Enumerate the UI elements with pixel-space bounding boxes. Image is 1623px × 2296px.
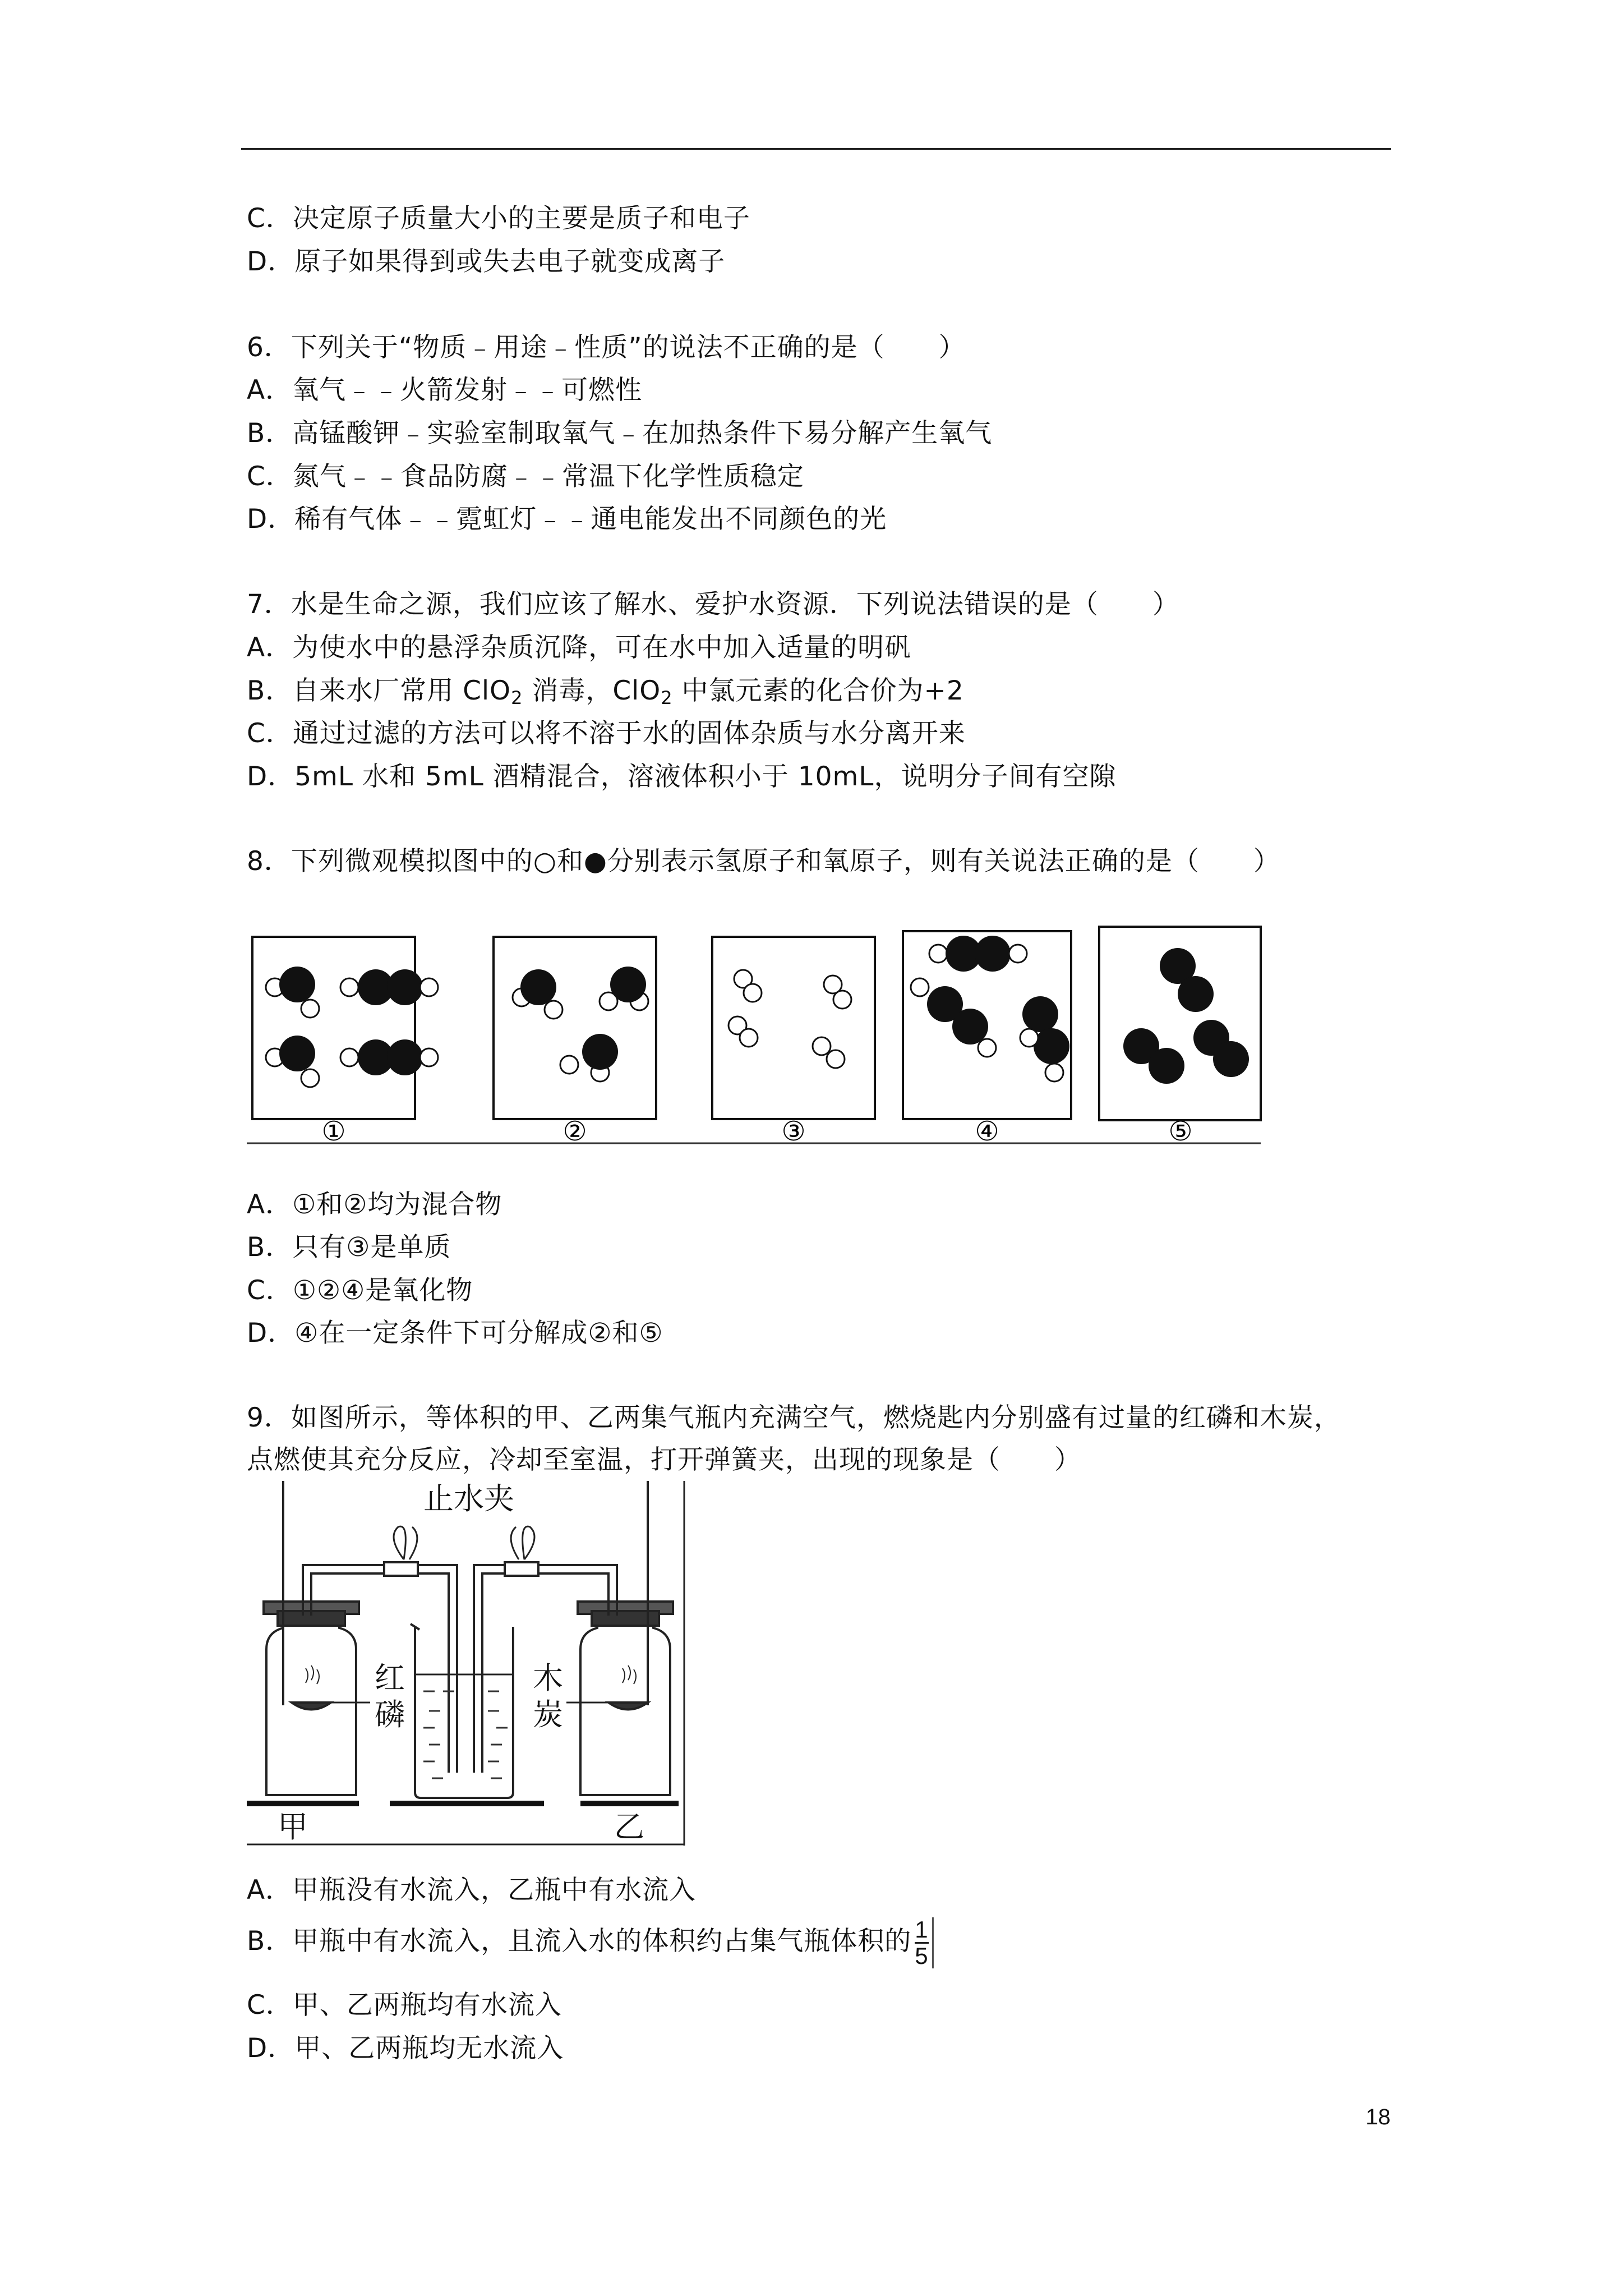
label-4: ④	[975, 1116, 999, 1147]
page-number: 18	[1366, 2105, 1391, 2129]
label-5: ⑤	[1168, 1116, 1193, 1147]
label-2: ②	[562, 1116, 587, 1147]
q6-option-a: A．氧气﹣﹣火箭发射﹣﹣可燃性	[247, 375, 643, 406]
q9-stem-line2: 点燃使其充分反应，冷却至室温，打开弹簧夹，出现的现象是（ ）	[247, 1444, 1081, 1475]
q5-option-d: D．原子如果得到或失去电子就变成离子	[247, 246, 726, 277]
q5-option-c: C．决定原子质量大小的主要是质子和电子	[247, 203, 750, 234]
red-phosphorus-label-2: 磷	[375, 1697, 405, 1732]
fraction-one-fifth: $\frac{1}{5}$	[915, 1917, 933, 1968]
q9-option-c: C．甲、乙两瓶均有水流入	[247, 1990, 562, 2021]
charcoal-label-2: 炭	[533, 1697, 563, 1732]
box-2	[494, 937, 656, 1119]
bottle-yi-label: 乙	[614, 1809, 644, 1844]
box-1	[252, 937, 415, 1119]
q6-option-d: D．稀有气体﹣﹣霓虹灯﹣﹣通电能发出不同颜色的光	[247, 504, 887, 535]
q6-option-c: C．氮气﹣﹣食品防腐﹣﹣常温下化学性质稳定	[247, 461, 804, 492]
apparatus-diagram	[241, 1481, 690, 1846]
q6-stem: 6．下列关于“物质﹣用途﹣性质”的说法不正确的是（ ）	[247, 332, 966, 363]
clamp-label: 止水夹	[423, 1481, 514, 1516]
q7-option-b: B．自来水厂常用 ClO$_2$ 消毒，ClO$_2$ 中氯元素的化合价为+2	[247, 675, 964, 708]
q7-stem: 7．水是生命之源，我们应该了解水、爱护水资源．下列说法错误的是（ ）	[247, 589, 1179, 620]
charcoal-label-1: 木	[533, 1660, 563, 1696]
q8-option-c: C．①②④是氧化物	[247, 1275, 473, 1306]
q8-option-d: D．④在一定条件下可分解成②和⑤	[247, 1318, 663, 1349]
header-rule	[241, 148, 1391, 150]
molecule-diagram	[247, 920, 1273, 1150]
q9-option-a: A．甲瓶没有水流入，乙瓶中有水流入	[247, 1875, 697, 1906]
label-1: ①	[321, 1116, 346, 1147]
bottle-jia-label: 甲	[278, 1809, 308, 1844]
q9-option-b: B．甲瓶中有水流入，且流入水的体积约占集气瓶体积的 $\frac{1}{5}$	[247, 1917, 934, 1968]
q9-option-d: D．甲、乙两瓶均无水流入	[247, 2033, 564, 2064]
q8-option-b: B．只有③是单质	[247, 1232, 451, 1263]
q7-option-a: A．为使水中的悬浮杂质沉降，可在水中加入适量的明矾	[247, 632, 912, 663]
q8-stem: 8．下列微观模拟图中的○和●分别表示氢原子和氧原子，则有关说法正确的是（ ）	[247, 846, 1280, 877]
q7-option-c: C．通过过滤的方法可以将不溶于水的固体杂质与水分离开来	[247, 718, 966, 749]
q6-option-b: B．高锰酸钾﹣实验室制取氧气﹣在加热条件下易分解产生氧气	[247, 418, 993, 449]
q9-stem-line1: 9．如图所示，等体积的甲、乙两集气瓶内充满空气，燃烧匙内分别盛有过量的红磷和木炭，	[247, 1402, 1341, 1433]
label-3: ③	[781, 1116, 806, 1147]
red-phosphorus-label-1: 红	[375, 1660, 405, 1696]
q7-option-d: D．5mL 水和 5mL 酒精混合，溶液体积小于 10mL，说明分子间有空隙	[247, 761, 1117, 792]
q8-option-a: A．①和②均为混合物	[247, 1189, 502, 1220]
